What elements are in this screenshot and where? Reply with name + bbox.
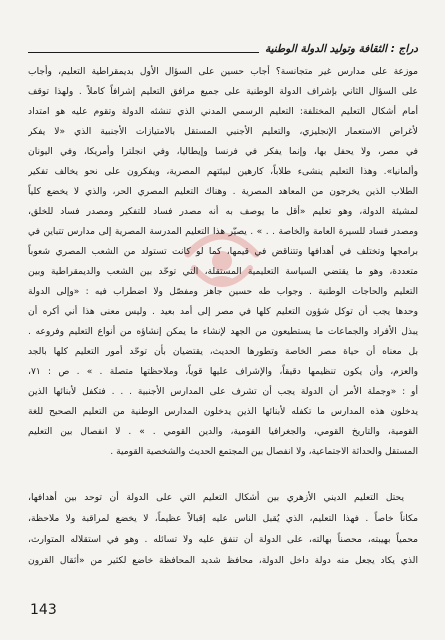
text-line: والعزم، وأن يكون تنظيمها دقيقاً، والإشراف عليها قوياً، وملاحظتها متصلة . » . ص : ٧١، (28, 367, 418, 377)
text-line: برامجها وتختلف في أهدافها وتتناقض في قيمها، كما لو كانت تستولد من الشعب المصري شعوباً (28, 247, 418, 257)
text-line: لأغراض الاستعمار الإنجليزي، والتعليم الأجنبي المستقل بالامتيازات الأجنبية الذي «لا يفكر (28, 127, 418, 137)
text-line: بل معناه أن حياة مصر الخاصة وتطورها الحديث، يقتضيان بأن توحّد أمور التعليم كلها بالجد (28, 347, 418, 357)
running-head (28, 40, 418, 56)
text-line: لمشيئة الدولة، وهو تعليم «أقل ما يوصف به أنه مصدر فساد للتفكير ومصدر فساد للخلق، (28, 207, 418, 217)
text-line-paragraph-end: المستقل والحداثة الاجتماعية، ولا انفصال بين المجتمع الحديث والشخصية القومية . (110, 447, 418, 457)
text-line-paragraph-start: يحتل التعليم الديني الأزهري بين أشكال التعليم التي على الدولة أن توحد بين أهدافها، (28, 493, 404, 503)
text-line: يدخلون هذه المدارس ما تكفله لأبنائها الذين يدخلون المدارس الوطنية من التعليم الصحيح للغة (28, 407, 418, 417)
text-line: الطلاب الذين يخرجون من المعاهد المصرية . وهناك التعليم المصري الحر، والذي لا يخضع كلياً (28, 187, 418, 197)
text-line: وألمانيا». وهذا التعليم ينشىء طلاباً، كارهين لبيئتهم المصرية، ويفكرون على نحو يخالف تفكير (28, 167, 418, 177)
text-line: أمام أشكال التعليم المختلفة: التعليم الرسمي المدني الذي تنشئه الدولة وتقوم عليه هو امتداد (28, 107, 418, 117)
text-line: القومية، والتاريخ القومي، والجغرافيا القومية، والدين القومي . » . لا انفصال بين التعليم (28, 427, 418, 437)
text-line: أو : «وجملة الأمر أن الدولة يجب أن تشرف على المدارس الأجنبية . . . فتكفل لأبنائها الذين (28, 387, 418, 397)
text-line: متعددة، وهو ما يقتضي السياسة التعليمية المستقلة، التي توحّد بين الشعب والديمقراطية وبين (28, 267, 418, 277)
page-number: 143 (30, 602, 57, 618)
text-line: موزعة على مدارس غير متجانسة؟ أجاب حسين على السؤال الأول بديمقراطية التعليم، وأجاب (28, 67, 418, 77)
text-line: مكاناً خاصاً . فهذا التعليم، الذي يُقبل الناس عليه إقبالاً عظيماً، لا يخضع لمراقبة ولا ملاحظة، (28, 514, 418, 524)
running-head-title: دراج : الثقافة وتوليد الدولة الوطنية (264, 43, 418, 55)
text-body (28, 62, 418, 572)
text-line: على السؤال الثاني بإشراف الدولة الوطنية على جميع مرافق التعليم إشرافاً كاملاً . ولهذا توقف (28, 87, 418, 97)
paragraph (28, 488, 418, 572)
text-line: في مصر، ولا يحفل بها، وإنما يفكر في فرنسا وإيطاليا، وفي انجلترا وأمريكا، وفي اليونان (28, 147, 418, 157)
text-line: محمياً بهيبته، محصناً بهالته، على الدولة أن تنفق عليه ولا تسائله . وهو في استقلاله المتوارث، (28, 535, 418, 545)
text-line: التعليم والحاجات الوطنية . وجواب طه حسين جاهز ومفصّل ولا اضطراب فيه : «وإلى الدولة (28, 287, 418, 297)
running-head-rule (28, 52, 259, 53)
text-line: الذي يكاد يجعل منه دولة داخل الدولة، محافظ شديد المحافظة خاضع لكثير من «أثقال القرون (28, 556, 418, 566)
text-line: يبذل الأفراد والجماعات ما يستطيعون من الجهد لإنشاء ما يمكن إنشاؤه من أنواع التعليم وفروعه . (28, 327, 418, 337)
text-line: ومصدر فساد للسيرة العامة والخاصة . . » . يصيّر هذا التعليم المدرسة المصرية إلى مدارس تتباين في (28, 227, 418, 237)
paragraph (28, 62, 418, 462)
text-line: وحدها يجب أن توكل شؤون التعليم كلها في مصر إلى أمد بعيد . وليس معنى هذا أني أكره أن (28, 307, 418, 317)
